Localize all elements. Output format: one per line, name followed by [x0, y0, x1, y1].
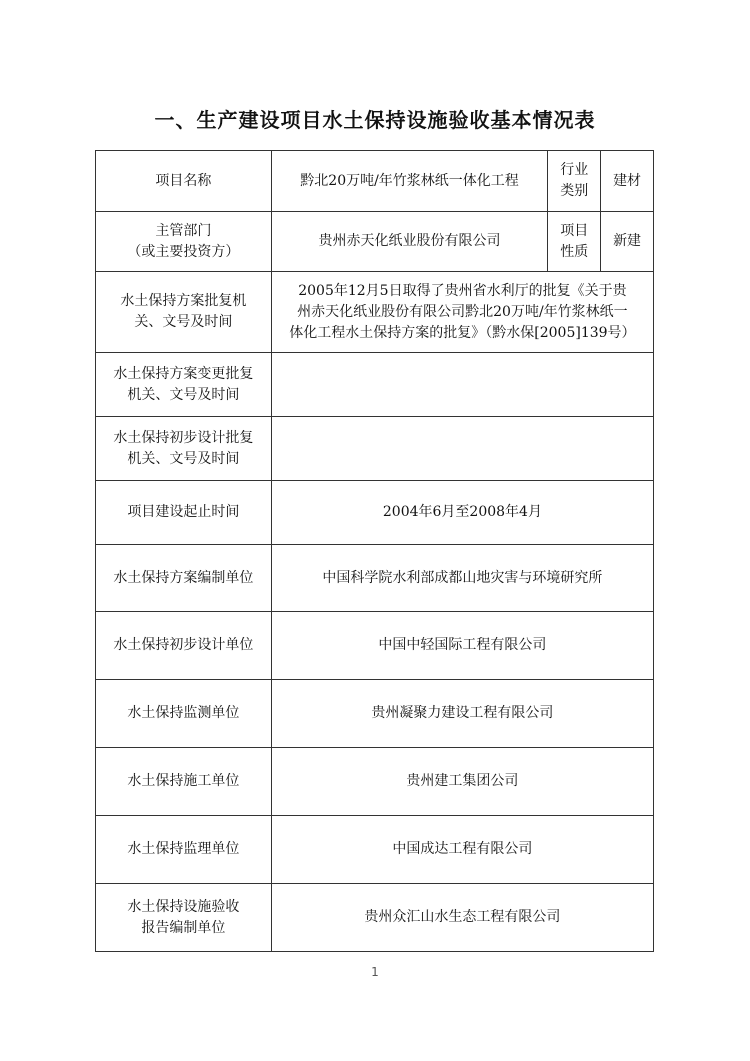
table-row [96, 680, 654, 748]
supervision-unit-label: 水土保持监理单位 [96, 816, 272, 884]
industry-label-line-1: 行业 [560, 162, 589, 178]
table-row [96, 212, 654, 272]
project-name-label: 项目名称 [96, 151, 272, 212]
change-approval-label-line-1: 水土保持方案变更批复 [113, 365, 254, 382]
change-approval-value [271, 353, 653, 417]
preliminary-approval-label-line-1: 水土保持初步设计批复 [113, 429, 254, 446]
table-row [96, 748, 654, 816]
approval-value-line-2: 州赤天化纸业股份有限公司黔北20万吨/年竹浆林纸一 [297, 303, 628, 320]
plan-unit-label: 水土保持方案编制单位 [96, 545, 272, 612]
design-unit-label: 水土保持初步设计单位 [96, 612, 272, 680]
change-approval-label [96, 353, 272, 417]
preliminary-approval-label [96, 417, 272, 481]
table-row [96, 545, 654, 612]
department-label [96, 212, 272, 272]
industry-label-line-2: 类别 [560, 183, 589, 199]
project-name-value: 黔北20万吨/年竹浆林纸一体化工程 [271, 151, 547, 212]
preliminary-approval-value [271, 417, 653, 481]
plan-unit-value: 中国科学院水利部成都山地灾害与环境研究所 [271, 545, 653, 612]
nature-label-line-2: 性质 [560, 243, 589, 260]
approval-label-line-1: 水土保持方案批复机 [120, 293, 247, 309]
change-approval-label-line-2: 机关、文号及时间 [127, 386, 240, 403]
department-label-line-1: 主管部门 [155, 222, 212, 239]
monitoring-unit-label: 水土保持监测单位 [96, 680, 272, 748]
table-row [96, 612, 654, 680]
supervision-unit-value: 中国成达工程有限公司 [271, 816, 653, 884]
approval-value-line-1: 2005年12月5日取得了贵州省水利厅的批复《关于贵 [298, 282, 627, 299]
report-unit-label-line-2: 报告编制单位 [141, 919, 226, 936]
table-row [96, 884, 654, 952]
construction-unit-value: 贵州建工集团公司 [271, 748, 653, 816]
approval-value [271, 272, 653, 353]
table-row [96, 816, 654, 884]
table-row [96, 353, 654, 417]
preliminary-approval-label-line-2: 机关、文号及时间 [127, 450, 240, 467]
approval-value-line-3: 体化工程水土保持方案的批复》（黔水保[2005]139号） [289, 324, 636, 341]
construction-unit-label: 水土保持施工单位 [96, 748, 272, 816]
department-label-line-2: （或主要投资方） [127, 243, 240, 260]
page-number: 1 [371, 965, 379, 979]
table-row [96, 417, 654, 481]
nature-label [548, 212, 601, 272]
department-value: 贵州赤天化纸业股份有限公司 [271, 212, 547, 272]
industry-label [548, 151, 601, 212]
industry-value: 建材 [601, 151, 654, 212]
report-unit-value: 贵州众汇山水生态工程有限公司 [271, 884, 653, 952]
approval-label-line-2: 关、文号及时间 [134, 314, 233, 330]
design-unit-value: 中国中轻国际工程有限公司 [271, 612, 653, 680]
report-unit-label [96, 884, 272, 952]
approval-label [96, 272, 272, 353]
report-unit-label-line-1: 水土保持设施验收 [127, 898, 240, 915]
construction-period-label: 项目建设起止时间 [96, 481, 272, 545]
nature-label-line-1: 项目 [560, 222, 589, 239]
info-table [95, 150, 654, 952]
page-title: 一、生产建设项目水土保持设施验收基本情况表 [154, 108, 596, 132]
table-row [96, 272, 654, 353]
monitoring-unit-value: 贵州凝聚力建设工程有限公司 [271, 680, 653, 748]
table-row [96, 481, 654, 545]
table-row [96, 151, 654, 212]
construction-period-value: 2004年6月至2008年4月 [271, 481, 653, 545]
nature-value: 新建 [601, 212, 654, 272]
